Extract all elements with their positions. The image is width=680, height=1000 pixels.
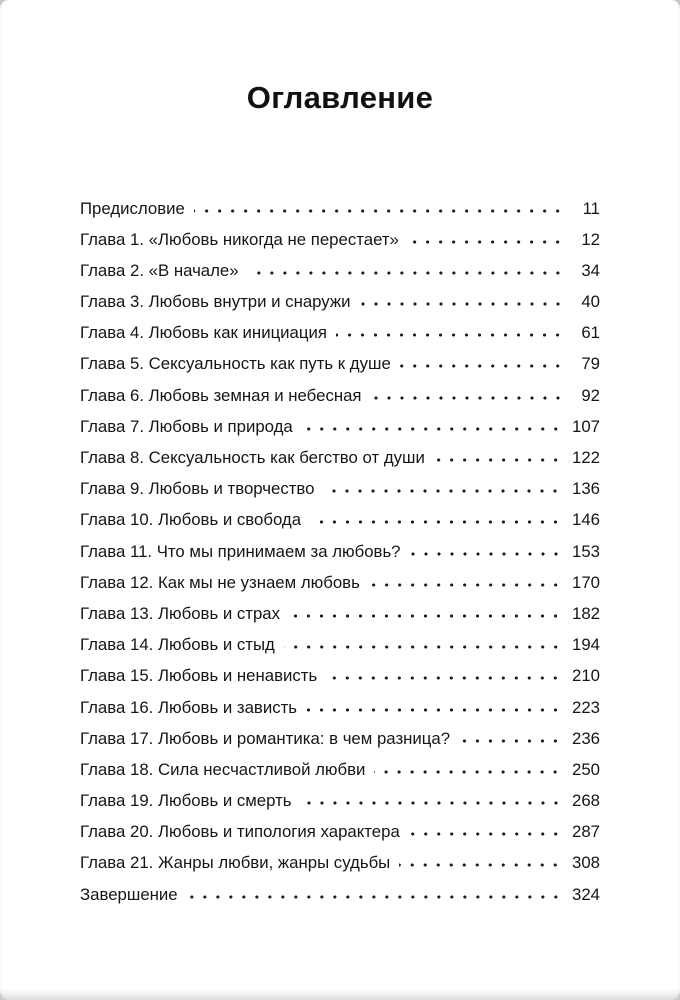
- toc-entry: [80, 199, 600, 230]
- toc-list: [80, 199, 600, 916]
- dot-leader: [374, 764, 565, 775]
- toc-entry: [80, 417, 600, 448]
- toc-entry-page: 324: [572, 884, 600, 904]
- toc-entry: [80, 853, 600, 884]
- toc-entry: [80, 261, 600, 292]
- dot-leader: [400, 358, 567, 369]
- toc-entry-page: 12: [581, 229, 600, 249]
- toc-entry: [80, 386, 600, 417]
- toc-entry-label: Глава 6. Любовь земная и небесная: [80, 385, 362, 405]
- dot-leader: [410, 546, 565, 557]
- dot-leader: [399, 857, 565, 868]
- toc-entry-page: 40: [581, 292, 600, 312]
- toc-entry: [80, 666, 600, 697]
- dot-leader: [409, 826, 565, 837]
- dot-leader: [194, 203, 567, 214]
- dot-leader: [323, 483, 565, 494]
- toc-entry-page: 250: [572, 759, 600, 779]
- toc-entry-page: 107: [572, 416, 600, 436]
- page-title: Оглавление: [246, 80, 434, 115]
- toc-entry-label: Глава 11. Что мы принимаем за любовь?: [80, 541, 401, 561]
- toc-entry-page: 210: [572, 666, 600, 686]
- toc-entry: [80, 635, 600, 666]
- dot-leader: [306, 702, 565, 713]
- dot-leader: [459, 733, 565, 744]
- toc-entry: [80, 822, 600, 853]
- toc-entry-page: 268: [572, 791, 600, 811]
- toc-entry: [80, 479, 600, 510]
- toc-entry-label: Глава 5. Сексуальность как путь к душе: [80, 354, 391, 374]
- toc-entry-page: 146: [572, 510, 600, 530]
- toc-entry: [80, 448, 600, 479]
- toc-entry-label: Глава 9. Любовь и творчество: [80, 479, 315, 499]
- toc-entry: [80, 292, 600, 323]
- toc-entry-label: Глава 21. Жанры любви, жанры судьбы: [80, 853, 391, 873]
- dot-leader: [408, 234, 567, 245]
- dot-leader: [369, 577, 565, 588]
- toc-entry: [80, 698, 600, 729]
- toc-entry: [80, 323, 600, 354]
- toc-entry-page: 194: [572, 635, 600, 655]
- toc-entry-label: Глава 18. Сила несчастливой любви: [80, 759, 366, 779]
- dot-leader: [434, 452, 565, 463]
- toc-entry: [80, 760, 600, 791]
- toc-entry-page: 79: [581, 354, 600, 374]
- toc-entry-page: 153: [572, 541, 600, 561]
- dot-leader: [187, 889, 565, 900]
- toc-entry: [80, 885, 600, 916]
- dot-leader: [301, 795, 565, 806]
- toc-entry-label: Глава 3. Любовь внутри и снаружи: [80, 292, 351, 312]
- dot-leader: [248, 265, 567, 276]
- toc-entry-label: Глава 7. Любовь и природа: [80, 416, 293, 436]
- toc-entry-page: 11: [582, 198, 600, 218]
- toc-entry-label: Глава 4. Любовь как инициация: [80, 323, 327, 343]
- toc-entry-label: Глава 16. Любовь и зависть: [80, 697, 298, 717]
- toc-entry-page: 170: [572, 572, 600, 592]
- dot-leader: [284, 639, 565, 650]
- toc-entry-label: Глава 10. Любовь и свобода: [80, 510, 302, 530]
- toc-entry-label: Глава 8. Сексуальность как бегство от души: [80, 448, 425, 468]
- toc-entry: [80, 542, 600, 573]
- toc-entry-page: 182: [572, 603, 600, 623]
- dot-leader: [326, 670, 565, 681]
- toc-entry-label: Глава 13. Любовь и страх: [80, 603, 281, 623]
- toc-entry-page: 308: [572, 853, 600, 873]
- dot-leader: [289, 608, 565, 619]
- toc-entry: [80, 573, 600, 604]
- toc-entry-page: 287: [572, 822, 600, 842]
- toc-entry-label: Завершение: [80, 884, 178, 904]
- toc-entry: [80, 230, 600, 261]
- toc-entry: [80, 729, 600, 760]
- toc-entry: [80, 604, 600, 635]
- toc-entry-page: 122: [572, 448, 600, 468]
- toc-entry-label: Глава 17. Любовь и романтика: в чем разница?: [80, 728, 451, 748]
- toc-entry-page: 223: [572, 697, 600, 717]
- dot-leader: [336, 327, 567, 338]
- toc-entry-label: Глава 19. Любовь и смерть: [80, 791, 292, 811]
- toc-entry-page: 236: [572, 728, 600, 748]
- toc-entry-page: 61: [581, 323, 600, 343]
- toc-entry-label: Глава 20. Любовь и типология характера: [80, 822, 400, 842]
- dot-leader: [310, 514, 565, 525]
- toc-entry-label: Глава 15. Любовь и ненависть: [80, 666, 318, 686]
- toc-entry-label: Предисловие: [80, 198, 185, 218]
- toc-entry-page: 34: [581, 260, 600, 280]
- toc-entry: [80, 354, 600, 385]
- toc-entry-label: Глава 12. Как мы не узнаем любовь: [80, 572, 360, 592]
- toc-entry-page: 92: [581, 385, 600, 405]
- toc-entry-page: 136: [572, 479, 600, 499]
- dot-leader: [302, 421, 565, 432]
- toc-entry-label: Глава 2. «В начале»: [80, 260, 239, 280]
- toc-entry: [80, 791, 600, 822]
- toc-entry: [80, 510, 600, 541]
- dot-leader: [371, 390, 567, 401]
- dot-leader: [360, 296, 568, 307]
- toc-entry-label: Глава 1. «Любовь никогда не перестает»: [80, 229, 399, 249]
- toc-entry-label: Глава 14. Любовь и стыд: [80, 635, 275, 655]
